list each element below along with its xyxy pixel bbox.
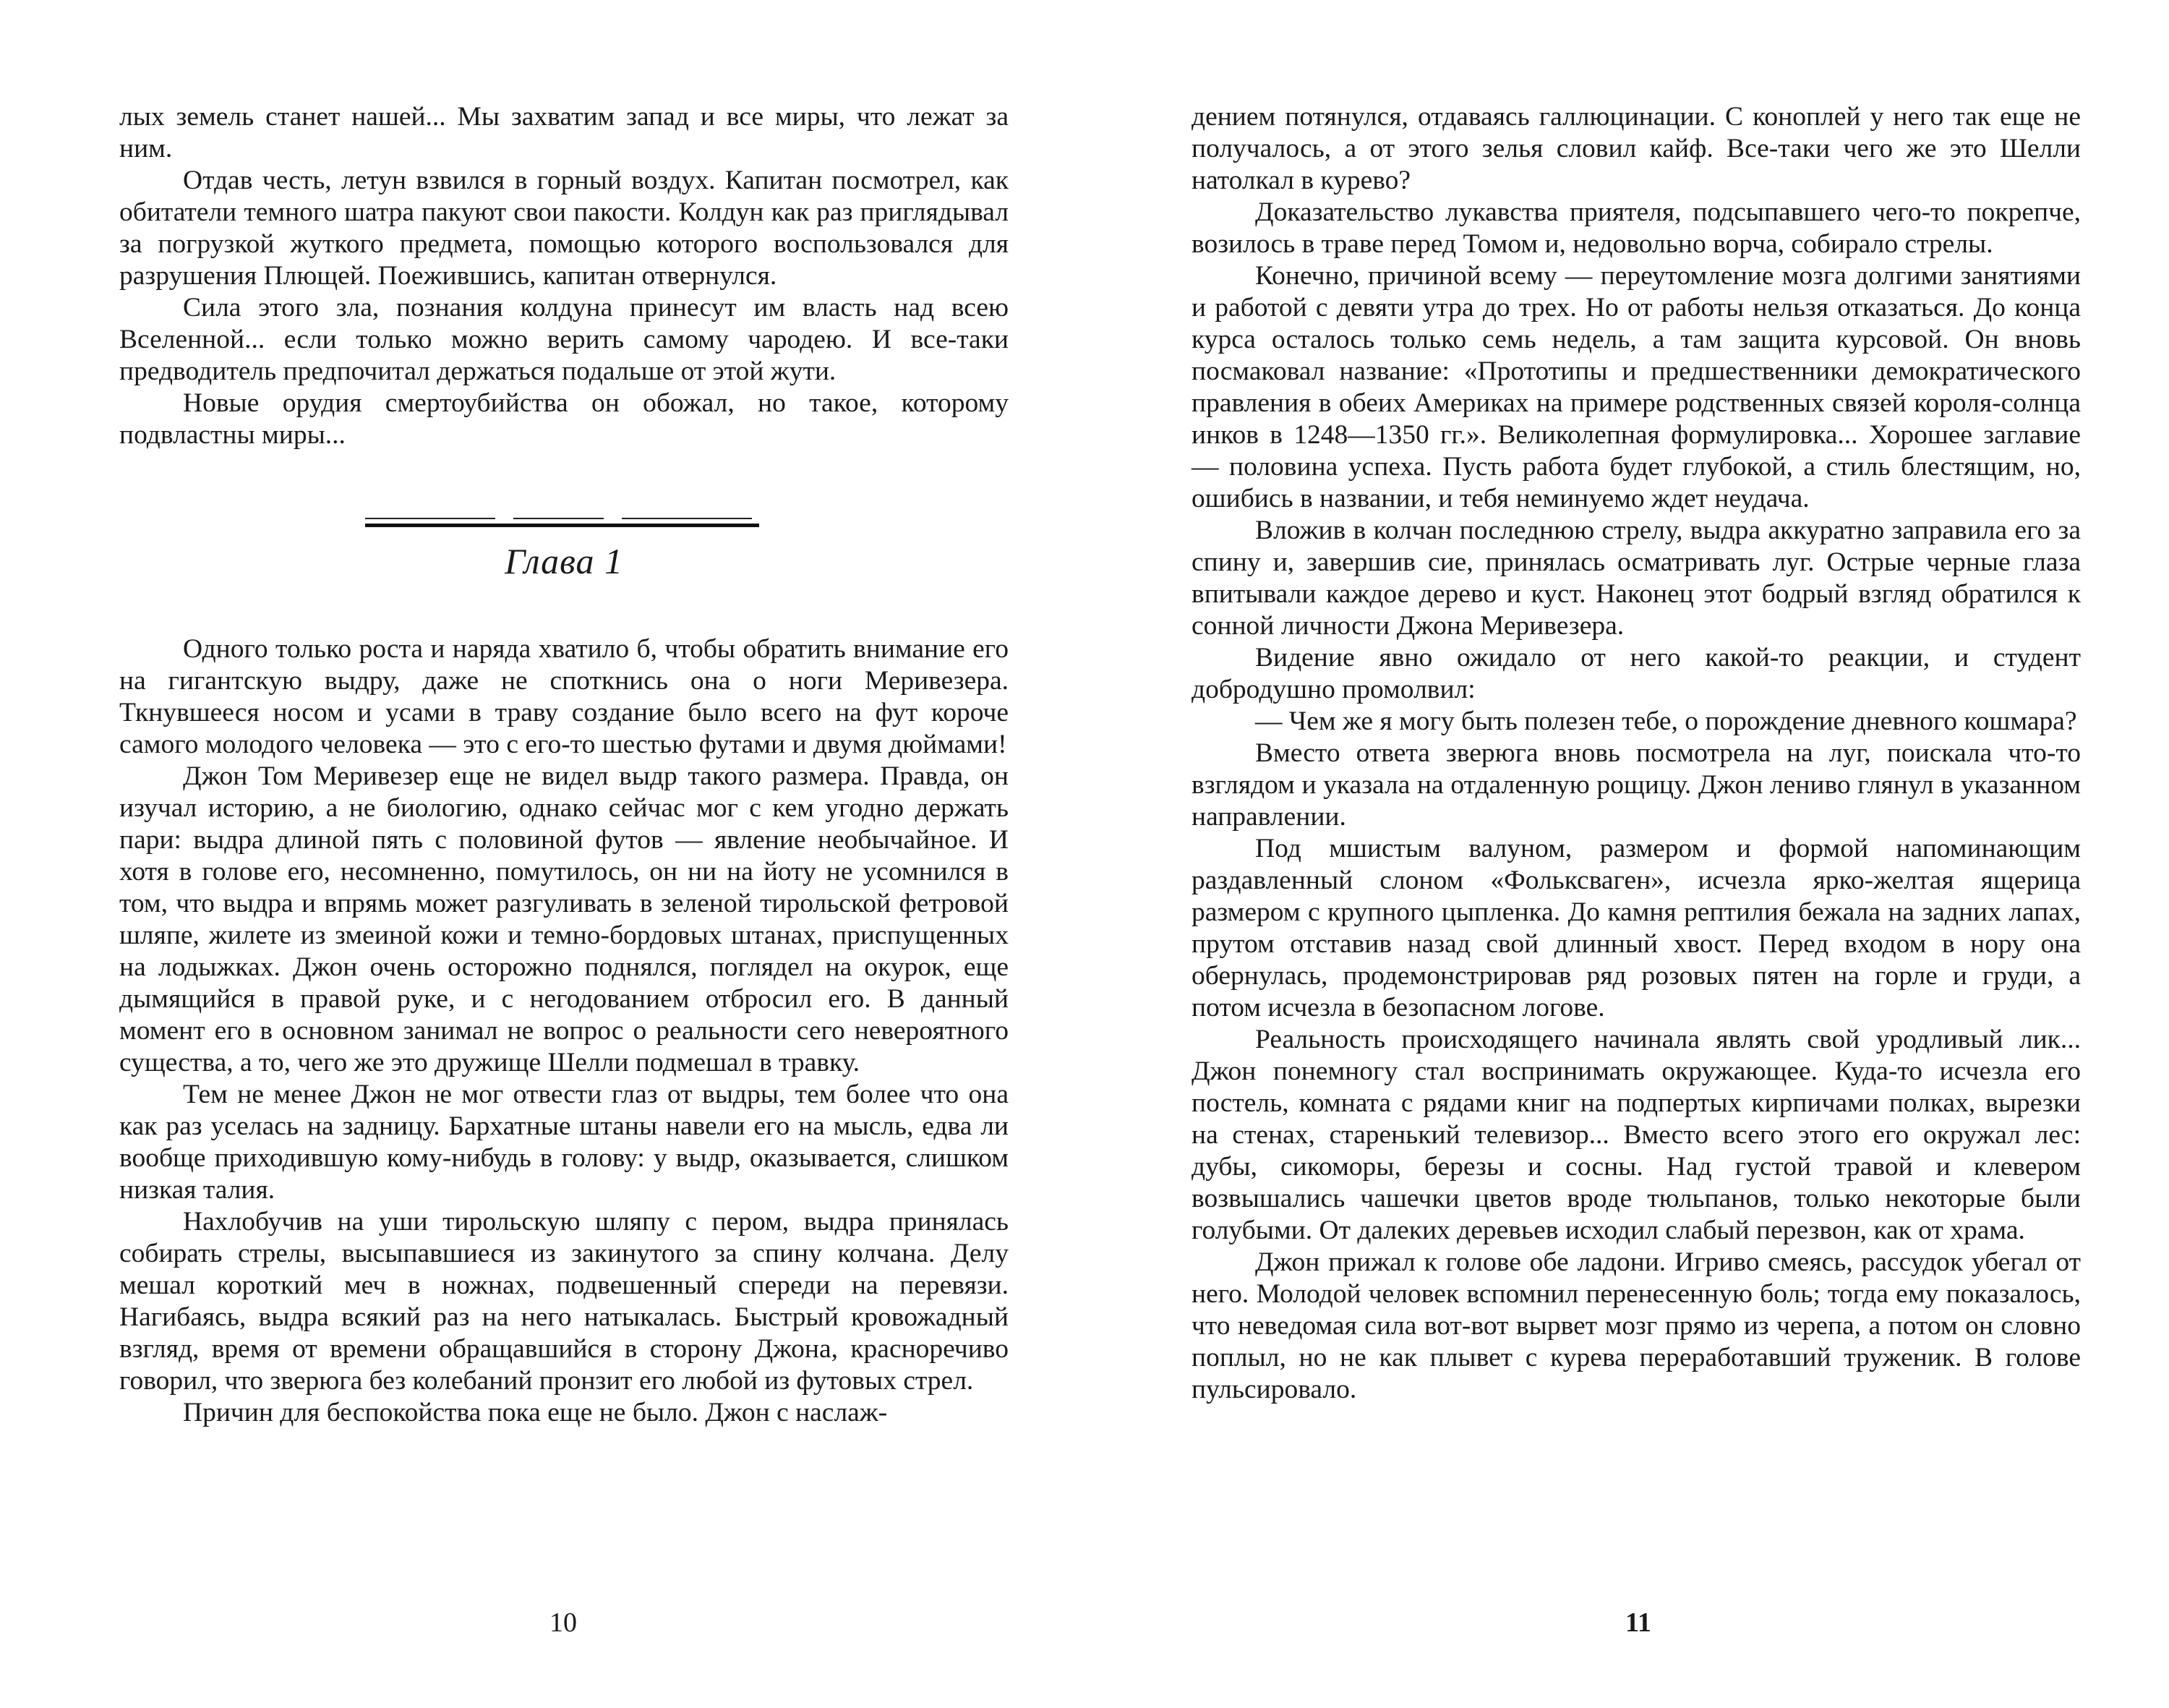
paragraph: Нахлобучив на уши тирольскую шляпу с пером, выдра принялась собирать стрелы, высыпавшиеся из закинутого за спину колчана. Делу мешал короткий меч в ножнах, подвешенный спереди на перевязи. Нагибаясь, выдра всякий раз на него натыкалась. Быстрый кровожадный взгляд, время от времени обращавшийся в сторону Джона, красноречиво говорил, что зверюга без колебаний пронзит его любой из футовых стрел. bbox=[119, 1207, 1009, 1396]
chapter-title: Глава 1 bbox=[504, 541, 624, 581]
page-number-right: 11 bbox=[1625, 1607, 1651, 1638]
paragraph: Отдав честь, летун взвился в горный воздух. Капитан посмотрел, как обитатели темного шатра пакуют свои пакости. Колдун как раз приглядывал за погрузкой жуткого предмета, помощью которого воспользовался для разрушения Плющей. Поежившись, капитан отвернулся. bbox=[119, 166, 1009, 291]
paragraph: Сила этого зла, познания колдуна принесут им власть над всею Вселенной... если только можно верить самому чародею. И все-таки предводитель предпочитал держаться подальше от этой жути. bbox=[119, 293, 1009, 386]
paragraph: Тем не менее Джон не мог отвести глаз от выдры, тем более что она как раз уселась на задницу. Бархатные штаны навели его на мысль, едва ли вообще приходившую кому-нибудь в голову: у выдр, оказывается, слишком низкая талия. bbox=[119, 1080, 1009, 1205]
paragraph: Доказательство лукавства приятеля, подсыпавшего чего-то покрепче, возилось в траве перед Томом и, недовольно ворча, собирало стрелы. bbox=[1192, 197, 2081, 259]
paragraph: Вместо ответа зверюга вновь посмотрела на луг, поискала что-то взглядом и указала на отдаленную рощицу. Джон лениво глянул в указанном направлении. bbox=[1192, 738, 2081, 832]
right-page bbox=[1192, 101, 2081, 1638]
chapter-rule-ornament bbox=[365, 518, 759, 528]
paragraph: лых земель станет нашей... Мы захватим запад и все миры, что лежат за ним. bbox=[119, 102, 1009, 163]
paragraph: Джон прижал к голове обе ладони. Игриво смеясь, рассудок убегал от него. Молодой человек вспомнил перенесенную боль; тогда ему показалось, что неведомая сила вот-вот вырвет мозг прямо из черепа, а потом он словно поплыл, но не как плывет с курева переработавший труженик. В голове пульсировало. bbox=[1192, 1247, 2081, 1404]
paragraph: Под мшистым валуном, размером и формой напоминающим раздавленный слоном «Фольксваген», исчезла ярко-желтая ящерица размером с крупного цыпленка. До камня рептилия бежала на задних лапах, прутом отставив назад свой длинный хвост. Перед входом в нору она обернулась, продемонстрировав ряд розовых пятен на горле и груди, а потом исчезла в безопасном логове. bbox=[1192, 834, 2081, 1022]
paragraph: дением потянулся, отдаваясь галлюцинации. С коноплей у него так еще не получалось, а от этого зелья словил кайф. Все-таки чего же это Шелли натолкал в курево? bbox=[1192, 102, 2081, 195]
left-text-after bbox=[119, 633, 1009, 1429]
paragraph: — Чем же я могу быть полезен тебе, о порождение дневного кошмара? bbox=[1255, 706, 2077, 736]
left-page bbox=[119, 101, 1009, 1638]
paragraph: Одного только роста и наряда хватило б, чтобы обратить внимание его на гигантскую выдру, даже не споткнись она о ноги Меривезера. Ткнувшееся носом и усами в траву создание было всего на фут короче самого молодого человека — это с его-то шестью футами и двумя дюймами! bbox=[119, 634, 1009, 759]
chapter-rule-thick-line bbox=[365, 524, 759, 527]
page-number-left: 10 bbox=[549, 1607, 577, 1638]
paragraph: Конечно, причиной всему — переутомление мозга долгими занятиями и работой с девяти утра до трех. Но от работы нельзя отказаться. До конца курса осталось только семь недель, а там защита курсовой. Он вновь посмаковал название: «Прототипы и предшественники демократического правления в обеих Америках на примере родственных связей короля-солнца инков в 1248—1350 гг.». Великолепная формулировка... Хорошее заглавие — половина успеха. Пусть работа будет глубокой, а стиль блестящим, но, ошибись в названии, и тебя неминуемо ждет неудача. bbox=[1192, 261, 2081, 513]
paragraph: Реальность происходящего начинала являть свой уродливый лик... Джон понемногу стал воспринимать окружающее. Куда-то исчезла его постель, комната с рядами книг на подпертых кирпичами полках, вырезки на стенах, старенький телевизор... Вместо всего этого его окружал лес: дубы, сикоморы, березы и сосны. Над густой травой и клевером возвышались чашечки цветов вроде тюльпанов, только некоторые были голубыми. От далеких деревьев исходил слабый перезвон, как от храма. bbox=[1192, 1025, 2081, 1245]
paragraph: Вложив в колчан последнюю стрелу, выдра аккуратно заправила его за спину и, завершив сие, принялась осматривать луг. Острые черные глаза впитывали каждое дерево и куст. Наконец этот бодрый взгляд обратился к сонной личности Джона Меривезера. bbox=[1192, 516, 2081, 641]
chapter-heading bbox=[119, 518, 1009, 593]
left-text-before bbox=[119, 101, 1009, 451]
chapter-rule-thin-line bbox=[365, 518, 759, 519]
right-text bbox=[1192, 101, 2081, 1406]
paragraph: Причин для беспокойства пока еще не было. Джон с наслаж- bbox=[183, 1398, 888, 1427]
paragraph: Джон Том Меривезер еще не видел выдр такого размера. Правда, он изучал историю, а не биологию, однако сейчас мог с кем угодно держать пари: выдра длиной пять с половиной футов — явление необычайное. И хотя в голове его, несомненно, помутилось, он ни на йоту не усомнился в том, что выдра и впрямь может разгуливать в зеленой тирольской фетровой шляпе, жилете из змеиной кожи и темно-бордовых штанах, приспущенных на лодыжках. Джон очень осторожно поднялся, поглядел на окурок, еще дымящийся в правой руке, и с негодованием отбросил его. В данный момент его в основном занимал не вопрос о реальности сего невероятного существа, а то, чего же это дружище Шелли подмешал в травку. bbox=[119, 761, 1009, 1077]
paragraph: Новые орудия смертоубийства он обожал, но такое, которому подвластны миры... bbox=[119, 388, 1009, 450]
paragraph: Видение явно ожидало от него какой-то реакции, и студент добродушно промолвил: bbox=[1192, 643, 2081, 704]
